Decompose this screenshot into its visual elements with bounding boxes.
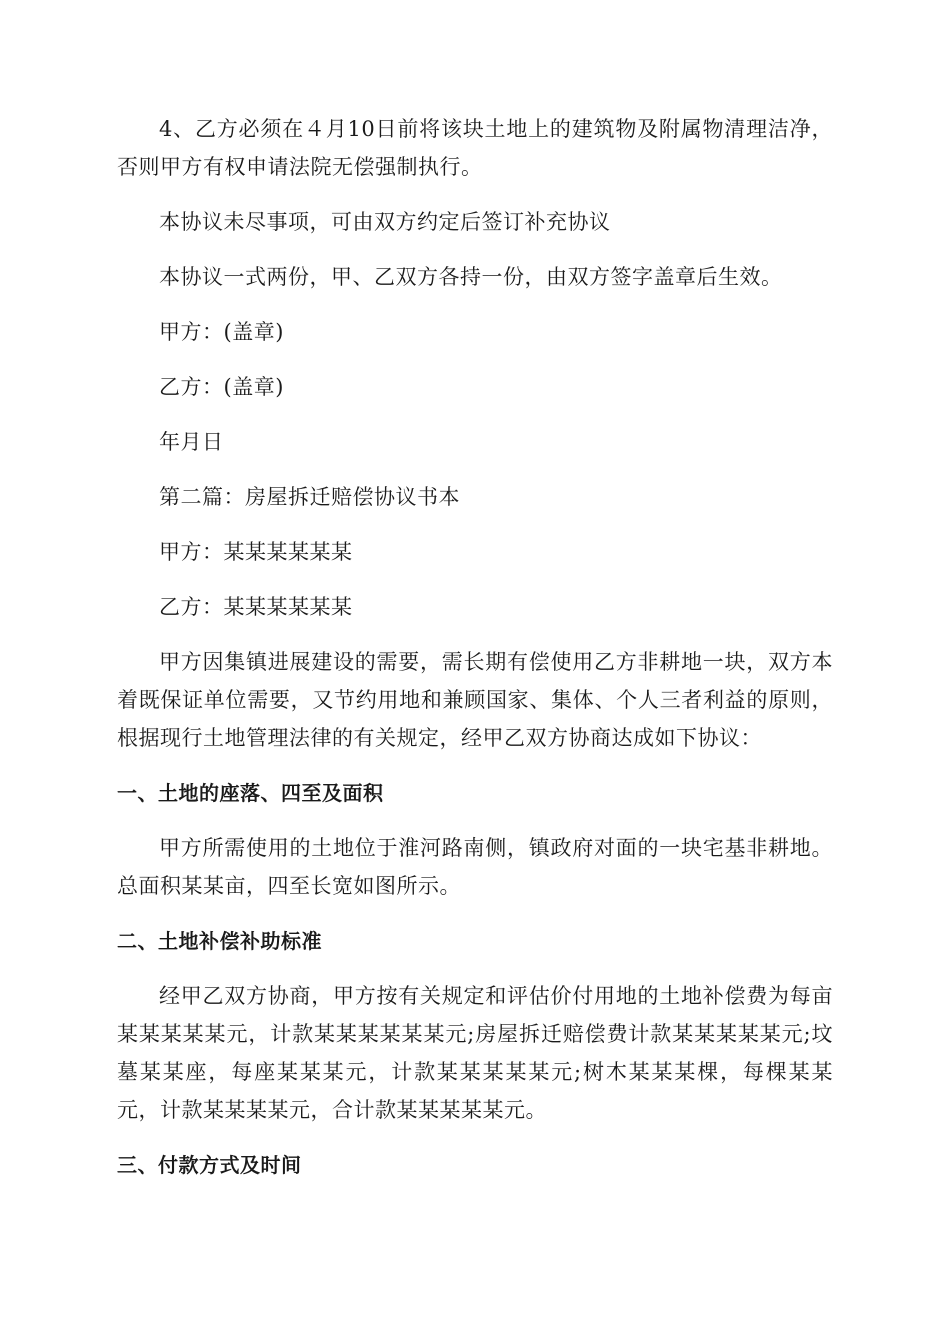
intro-paragraph: 甲方因集镇进展建设的需要，需长期有偿使用乙方非耕地一块，双方本着既保证单位需要，又节约用地和兼顾国家、集体、个人三者利益的原则，根据现行土地管理法律的有关规定，经甲乙双方协商达成如下协议： <box>117 650 833 750</box>
second-document-title: 第二篇：房屋拆迁赔偿协议书本 <box>159 485 460 509</box>
supplement-note: 本协议未尽事项，可由双方约定后签订补充协议 <box>159 210 611 234</box>
clause-4-paragraph: 4、乙方必须在４月10日前将该块土地上的建筑物及附属物清理洁净，否则甲方有权申请法院无偿强制执行。 <box>117 117 833 179</box>
section-1-heading: 一、土地的座落、四至及面积 <box>117 781 384 805</box>
section-2-heading: 二、土地补偿补助标准 <box>117 929 322 953</box>
section-1-body: 甲方所需使用的土地位于淮河路南侧，镇政府对面的一块宅基非耕地。总面积某某亩，四至长宽如图所示。 <box>117 836 833 898</box>
party-b-seal-line: 乙方：(盖章) <box>159 375 284 399</box>
party-a-name-line: 甲方：某某某某某某 <box>159 540 353 564</box>
party-b-name-line: 乙方：某某某某某某 <box>159 595 353 619</box>
party-a-seal-line: 甲方：(盖章) <box>159 320 284 344</box>
date-line: 年月日 <box>159 430 224 454</box>
document-page <box>117 110 833 1201</box>
section-3-heading: 三、付款方式及时间 <box>117 1153 302 1177</box>
section-2-body: 经甲乙双方协商，甲方按有关规定和评估价付用地的土地补偿费为每亩某某某某某元，计款某某某某某某元;房屋拆迁赔偿费计款某某某某某元;坟墓某某座，每座某某某元，计款某某某某某元;树木某某某棵，每棵某某元，计款某某某某元，合计款某某某某某元。 <box>117 984 833 1122</box>
copies-note: 本协议一式两份，甲、乙双方各持一份，由双方签字盖章后生效。 <box>159 265 783 289</box>
